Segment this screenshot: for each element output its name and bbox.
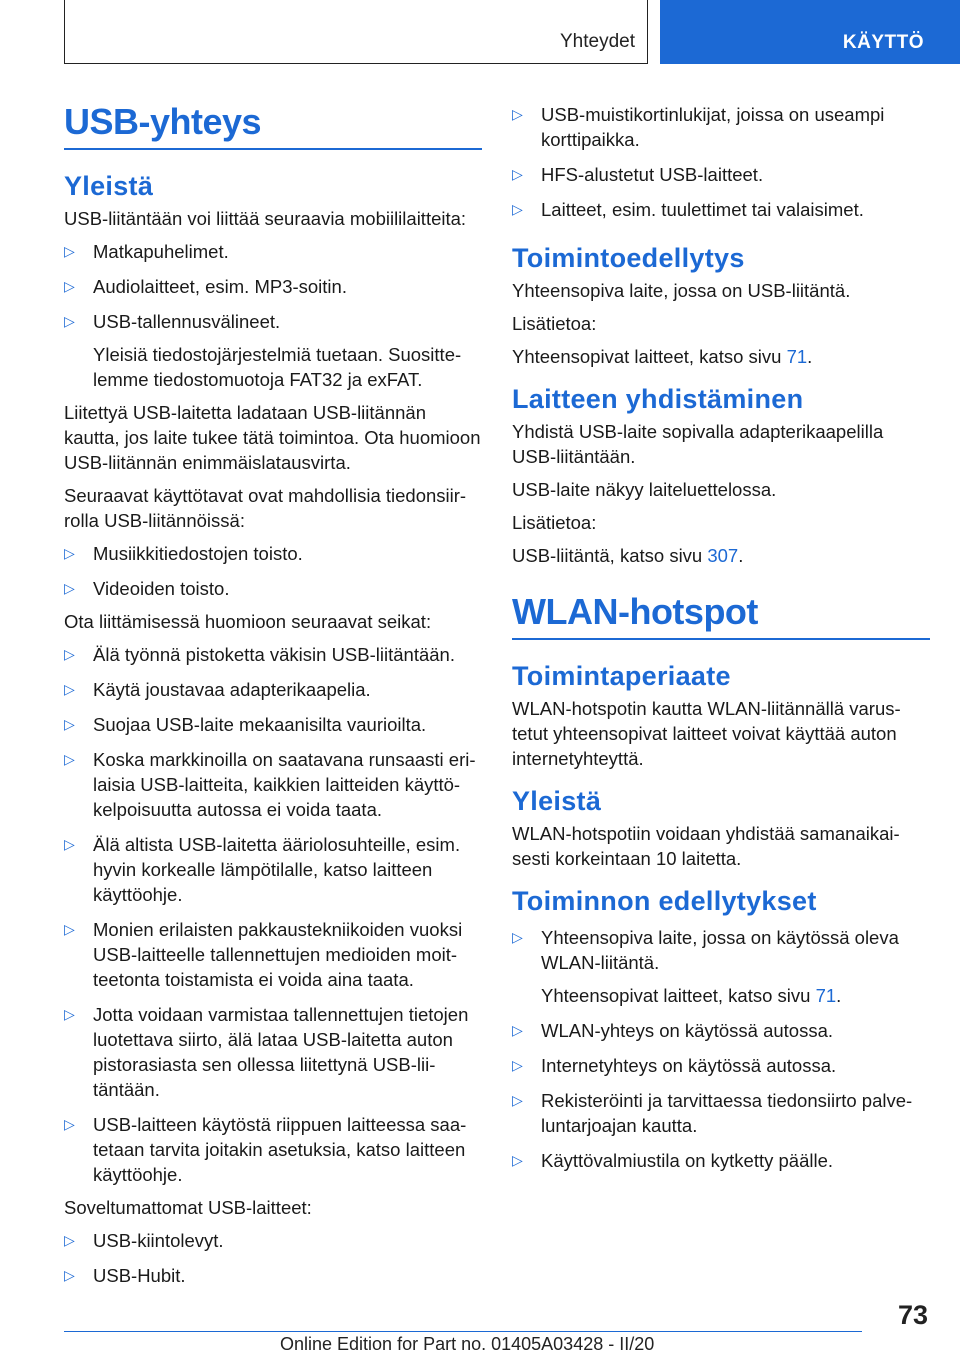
list-item: ▷ Videoiden toisto. [64,578,230,599]
usb-general-heading: Yleistä [64,171,154,201]
list-item: ▷ Älä altista USB-laitetta ääriolosuhteille, esim. hyvin korkealle lämpötilalle, katso laitteen käyttöohje. [64,834,461,905]
usb-intro: USB-liitäntään voi liittää seuraavia mobiililaitteita: [64,208,467,229]
notes-list [64,642,482,1187]
list-item: ▷ Jotta voidaan varmistaa tallennettujen tietojen luotettava siirto, älä lataa USB-laitetta auton pistorasiasta sen ollessa liitettynä USB-liitäntään. [64,1004,469,1100]
list-item: ▷ Käyttövalmiustila on kytketty päälle. [512,1150,834,1171]
list-item: ▷ Musiikkitiedostojen toisto. [64,543,303,564]
wlan-requirements-heading: Toiminnon edellytykset [512,886,817,916]
unsuitable-list-right [512,102,930,222]
list-item: ▷ USB-tallennusvälineet. [64,311,281,332]
header-chapter-tab [660,0,960,64]
requirement-text: Yhteensopiva laite, jossa on USB-liitäntä. [512,280,851,301]
principle-heading: Toimintaperiaate [512,661,731,691]
bullet-icon: ▷ [512,201,523,217]
page-link[interactable]: 71 [786,346,808,367]
list-item: ▷ WLAN-yhteys on käytössä autossa. [512,1020,834,1041]
footer-edition: Online Edition for Part no. 01405A03428 - II/20 [280,1334,655,1354]
connect-heading: Laitteen yhdistäminen [512,384,804,414]
footer-rule [64,1331,862,1332]
list-item: ▷ USB-muistikortinlukijat, joissa on useampi korttipaikka. [512,104,885,150]
list-item: ▷ Audiolaitteet, esim. MP3-soitin. [64,276,347,297]
bullet-icon: ▷ [512,929,523,945]
list-item: ▷ USB-Hubit. [64,1265,186,1286]
bullet-icon: ▷ [64,1232,75,1248]
connect-reference: USB-liitäntä, katso sivu 307. [512,545,744,566]
requirement-more-info: Lisätietoa: [512,313,597,334]
requirement-reference: Yhteensopivat laitteet, katso sivu 71. [512,346,813,367]
bullet-icon: ▷ [64,1116,75,1132]
function-list [64,541,482,601]
list-item: ▷ HFS-alustetut USB-laitteet. [512,164,764,185]
connect-text-2: USB-laite näkyy laiteluettelossa. [512,479,777,500]
list-item: ▷ Koska markkinoilla on saatavana runsaasti erilaisia USB-laitteita, kaikkien laitteiden käyttökelpoisuutta autossa ei voida taata. [64,749,476,820]
bullet-icon: ▷ [64,836,75,852]
page-number: 73 [897,1300,928,1330]
connect-more-info: Lisätietoa: [512,512,597,533]
bullet-icon: ▷ [64,1267,75,1283]
header-section-title: Yhteydet [560,31,635,52]
list-item: ▷ Suojaa USB-laite mekaanisilta vaurioilta. [64,714,427,735]
header-chapter-title: KÄYTTÖ [842,32,924,53]
functions-intro: Seuraavat käyttötavat ovat mahdollisia tiedonsiirrolla USB-liitännöissä: [64,485,467,531]
bullet-icon: ▷ [64,313,75,329]
list-item: ▷ Rekisteröinti ja tarvittaessa tiedonsiirto palveluntarjoajan kautta. [512,1090,913,1136]
wlan-req-reference: Yhteensopivat laitteet, katso sivu 71. [541,985,842,1006]
left-column [64,100,482,1288]
notes-intro: Ota liittämisessä huomioon seuraavat seikat: [64,611,432,632]
list-item: ▷ Älä työnnä pistoketta väkisin USB-liitäntään. [64,644,455,665]
unsuitable-list-left [64,1228,482,1288]
list-item: ▷ Laitteet, esim. tuulettimet tai valaisimet. [512,199,864,220]
device-list [64,239,482,334]
bullet-icon: ▷ [512,166,523,182]
bullet-icon: ▷ [64,580,75,596]
wlan-general-heading: Yleistä [512,786,602,816]
connect-text-1: Yhdistä USB-laite sopivalla adapterikaapelilla USB-liitäntään. [512,421,884,467]
wlan-requirements-list [512,925,930,1173]
list-item: ▷ Käytä joustavaa adapterikaapelia. [64,679,371,700]
charging-text: Liitettyä USB-laitetta ladataan USB-liitännän kautta, jos laite tukee tätä toimintoa. Ota huomioon USB-liitännän enimmäislatausvirta. [64,402,481,473]
bullet-icon: ▷ [64,681,75,697]
storage-note: Yleisiä tiedostojärjestelmiä tuetaan. Suosittelemme tiedostomuotoja FAT32 ja exFAT. [93,344,462,390]
bullet-icon: ▷ [64,751,75,767]
bullet-icon: ▷ [512,1022,523,1038]
unsuitable-intro: Soveltumattomat USB-laitteet: [64,1197,312,1218]
wlan-title: WLAN-hotspot [512,591,758,632]
bullet-icon: ▷ [64,716,75,732]
bullet-icon: ▷ [64,278,75,294]
list-item: ▷ Internetyhteys on käytössä autossa. [512,1055,837,1076]
bullet-icon: ▷ [512,1092,523,1108]
list-item: ▷ Monien erilaisten pakkaustekniikoiden vuoksi USB-laitteelle tallennettujen medioiden moitteetonta toistamista ei voida aina taata. [64,919,463,990]
bullet-icon: ▷ [64,243,75,259]
bullet-icon: ▷ [64,921,75,937]
list-item: ▷ Yhteensopiva laite, jossa on käytössä oleva WLAN-liitäntä. [512,927,899,973]
bullet-icon: ▷ [64,1006,75,1022]
bullet-icon: ▷ [512,1152,523,1168]
principle-text: WLAN-hotspotin kautta WLAN-liitännällä varustetut yhteensopivat laitteet voivat käyttää auton internetyhteyttä. [512,698,901,769]
usb-title: USB-yhteys [64,101,262,142]
page-link[interactable]: 307 [707,545,739,566]
requirement-heading: Toimintoedellytys [512,243,745,273]
bullet-icon: ▷ [512,1057,523,1073]
list-item: ▷ USB-laitteen käytöstä riippuen laitteessa saatetaan tarvita joitakin asetuksia, katso laitteen käyttöohje. [64,1114,467,1185]
bullet-icon: ▷ [64,545,75,561]
bullet-icon: ▷ [512,106,523,122]
list-item: ▷ USB-kiintolevyt. [64,1230,224,1251]
header-section-box [64,0,648,64]
bullet-icon: ▷ [64,646,75,662]
right-column [512,102,930,1173]
wlan-general-text: WLAN-hotspotiin voidaan yhdistää samanaikaisesti korkeintaan 10 laitetta. [512,823,900,869]
list-item: ▷ Matkapuhelimet. [64,241,229,262]
page-link[interactable]: 71 [815,985,837,1006]
